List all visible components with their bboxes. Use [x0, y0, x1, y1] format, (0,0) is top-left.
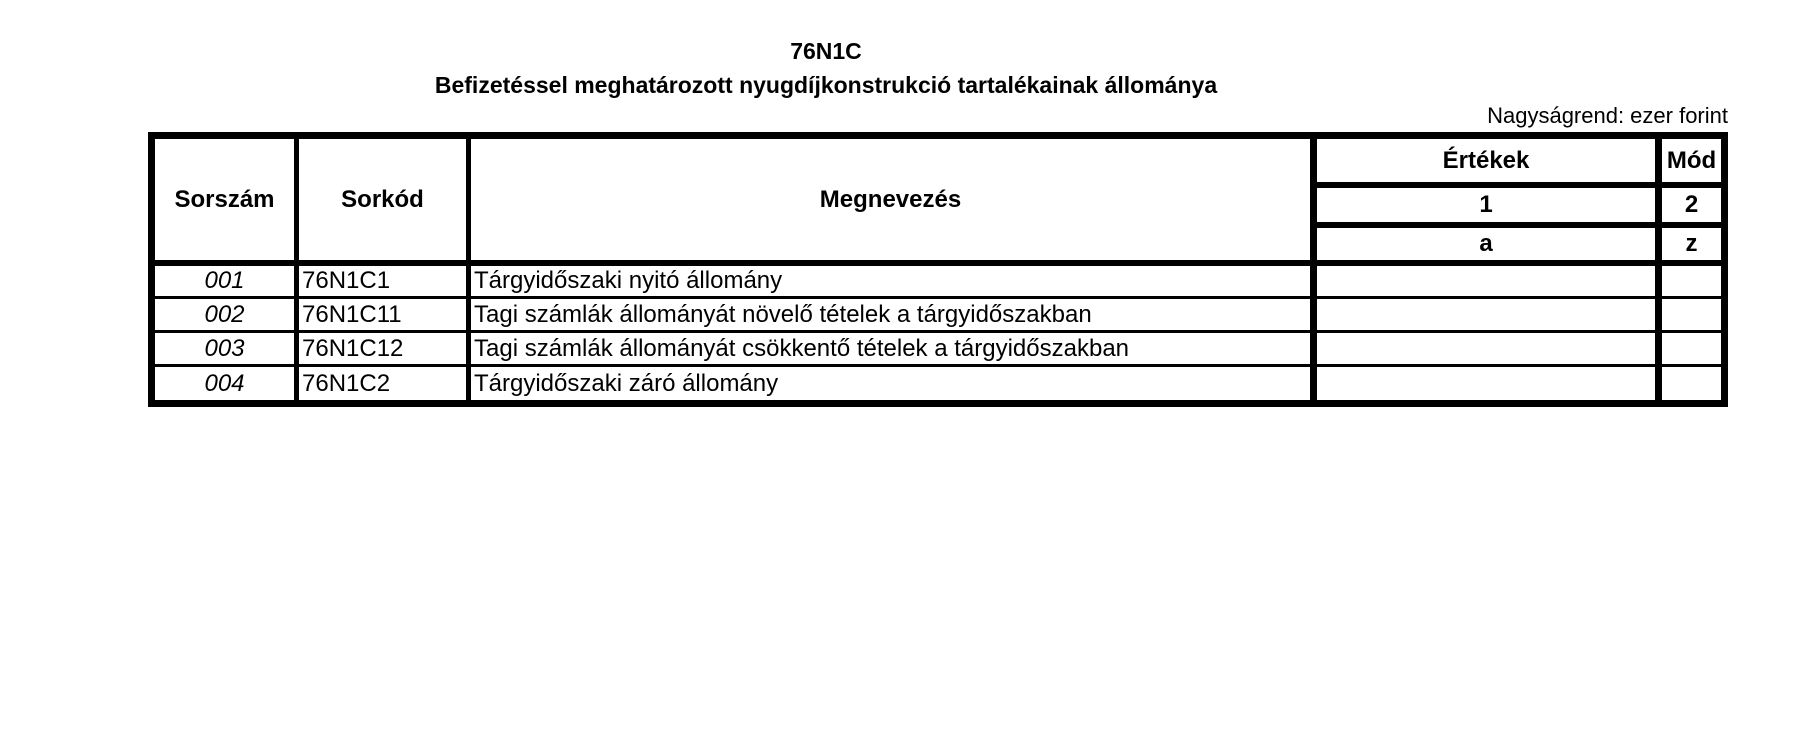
header-mod: Mód [1666, 146, 1717, 174]
row-ertek-cell[interactable] [1317, 299, 1655, 330]
row-ertek-cell[interactable] [1317, 367, 1655, 400]
divider [1310, 139, 1317, 400]
header-mod-number: 2 [1684, 191, 1699, 218]
header-sorkod: Sorkód [341, 185, 424, 213]
header-sorszam: Sorszám [174, 185, 275, 213]
row-sorszam: 004 [204, 369, 245, 397]
header-megnevezes: Megnevezés [819, 185, 962, 213]
row-sorszam: 001 [204, 267, 245, 294]
row-sorszam: 003 [204, 334, 245, 362]
divider [1655, 139, 1662, 400]
row-mod-cell[interactable] [1662, 299, 1721, 330]
row-megnevezes: Tárgyidőszaki záró állomány [474, 369, 779, 397]
row-mod-cell[interactable] [1662, 266, 1721, 296]
header-ertekek-letter: a [1479, 230, 1493, 257]
unit-label: Nagyságrend: ezer forint [1487, 103, 1728, 128]
form-code: 76N1C [790, 38, 862, 64]
row-megnevezes: Tagi számlák állományát növelő tételek a tárgyidőszakban [474, 300, 1092, 328]
header-ertekek-number: 1 [1479, 191, 1493, 218]
form-title: Befizetéssel meghatározott nyugdíjkonstrukció tartalékainak állománya [434, 72, 1218, 98]
row-sorszam: 002 [204, 300, 245, 328]
row-ertek-cell[interactable] [1317, 333, 1655, 364]
row-megnevezes: Tagi számlák állományát csökkentő tételek a tárgyidőszakban [474, 334, 1130, 362]
row-mod-cell[interactable] [1662, 333, 1721, 364]
row-sorkod: 76N1C1 [302, 267, 391, 294]
header-mod-letter: z [1685, 230, 1698, 257]
row-ertek-cell[interactable] [1317, 266, 1655, 296]
row-sorkod: 76N1C11 [302, 300, 402, 328]
row-sorkod: 76N1C2 [302, 369, 391, 397]
header-ertekek: Értékek [1442, 146, 1530, 174]
row-sorkod: 76N1C12 [302, 334, 404, 362]
row-mod-cell[interactable] [1662, 367, 1721, 400]
row-megnevezes: Tárgyidőszaki nyitó állomány [474, 267, 783, 294]
report-table [148, 132, 1728, 407]
